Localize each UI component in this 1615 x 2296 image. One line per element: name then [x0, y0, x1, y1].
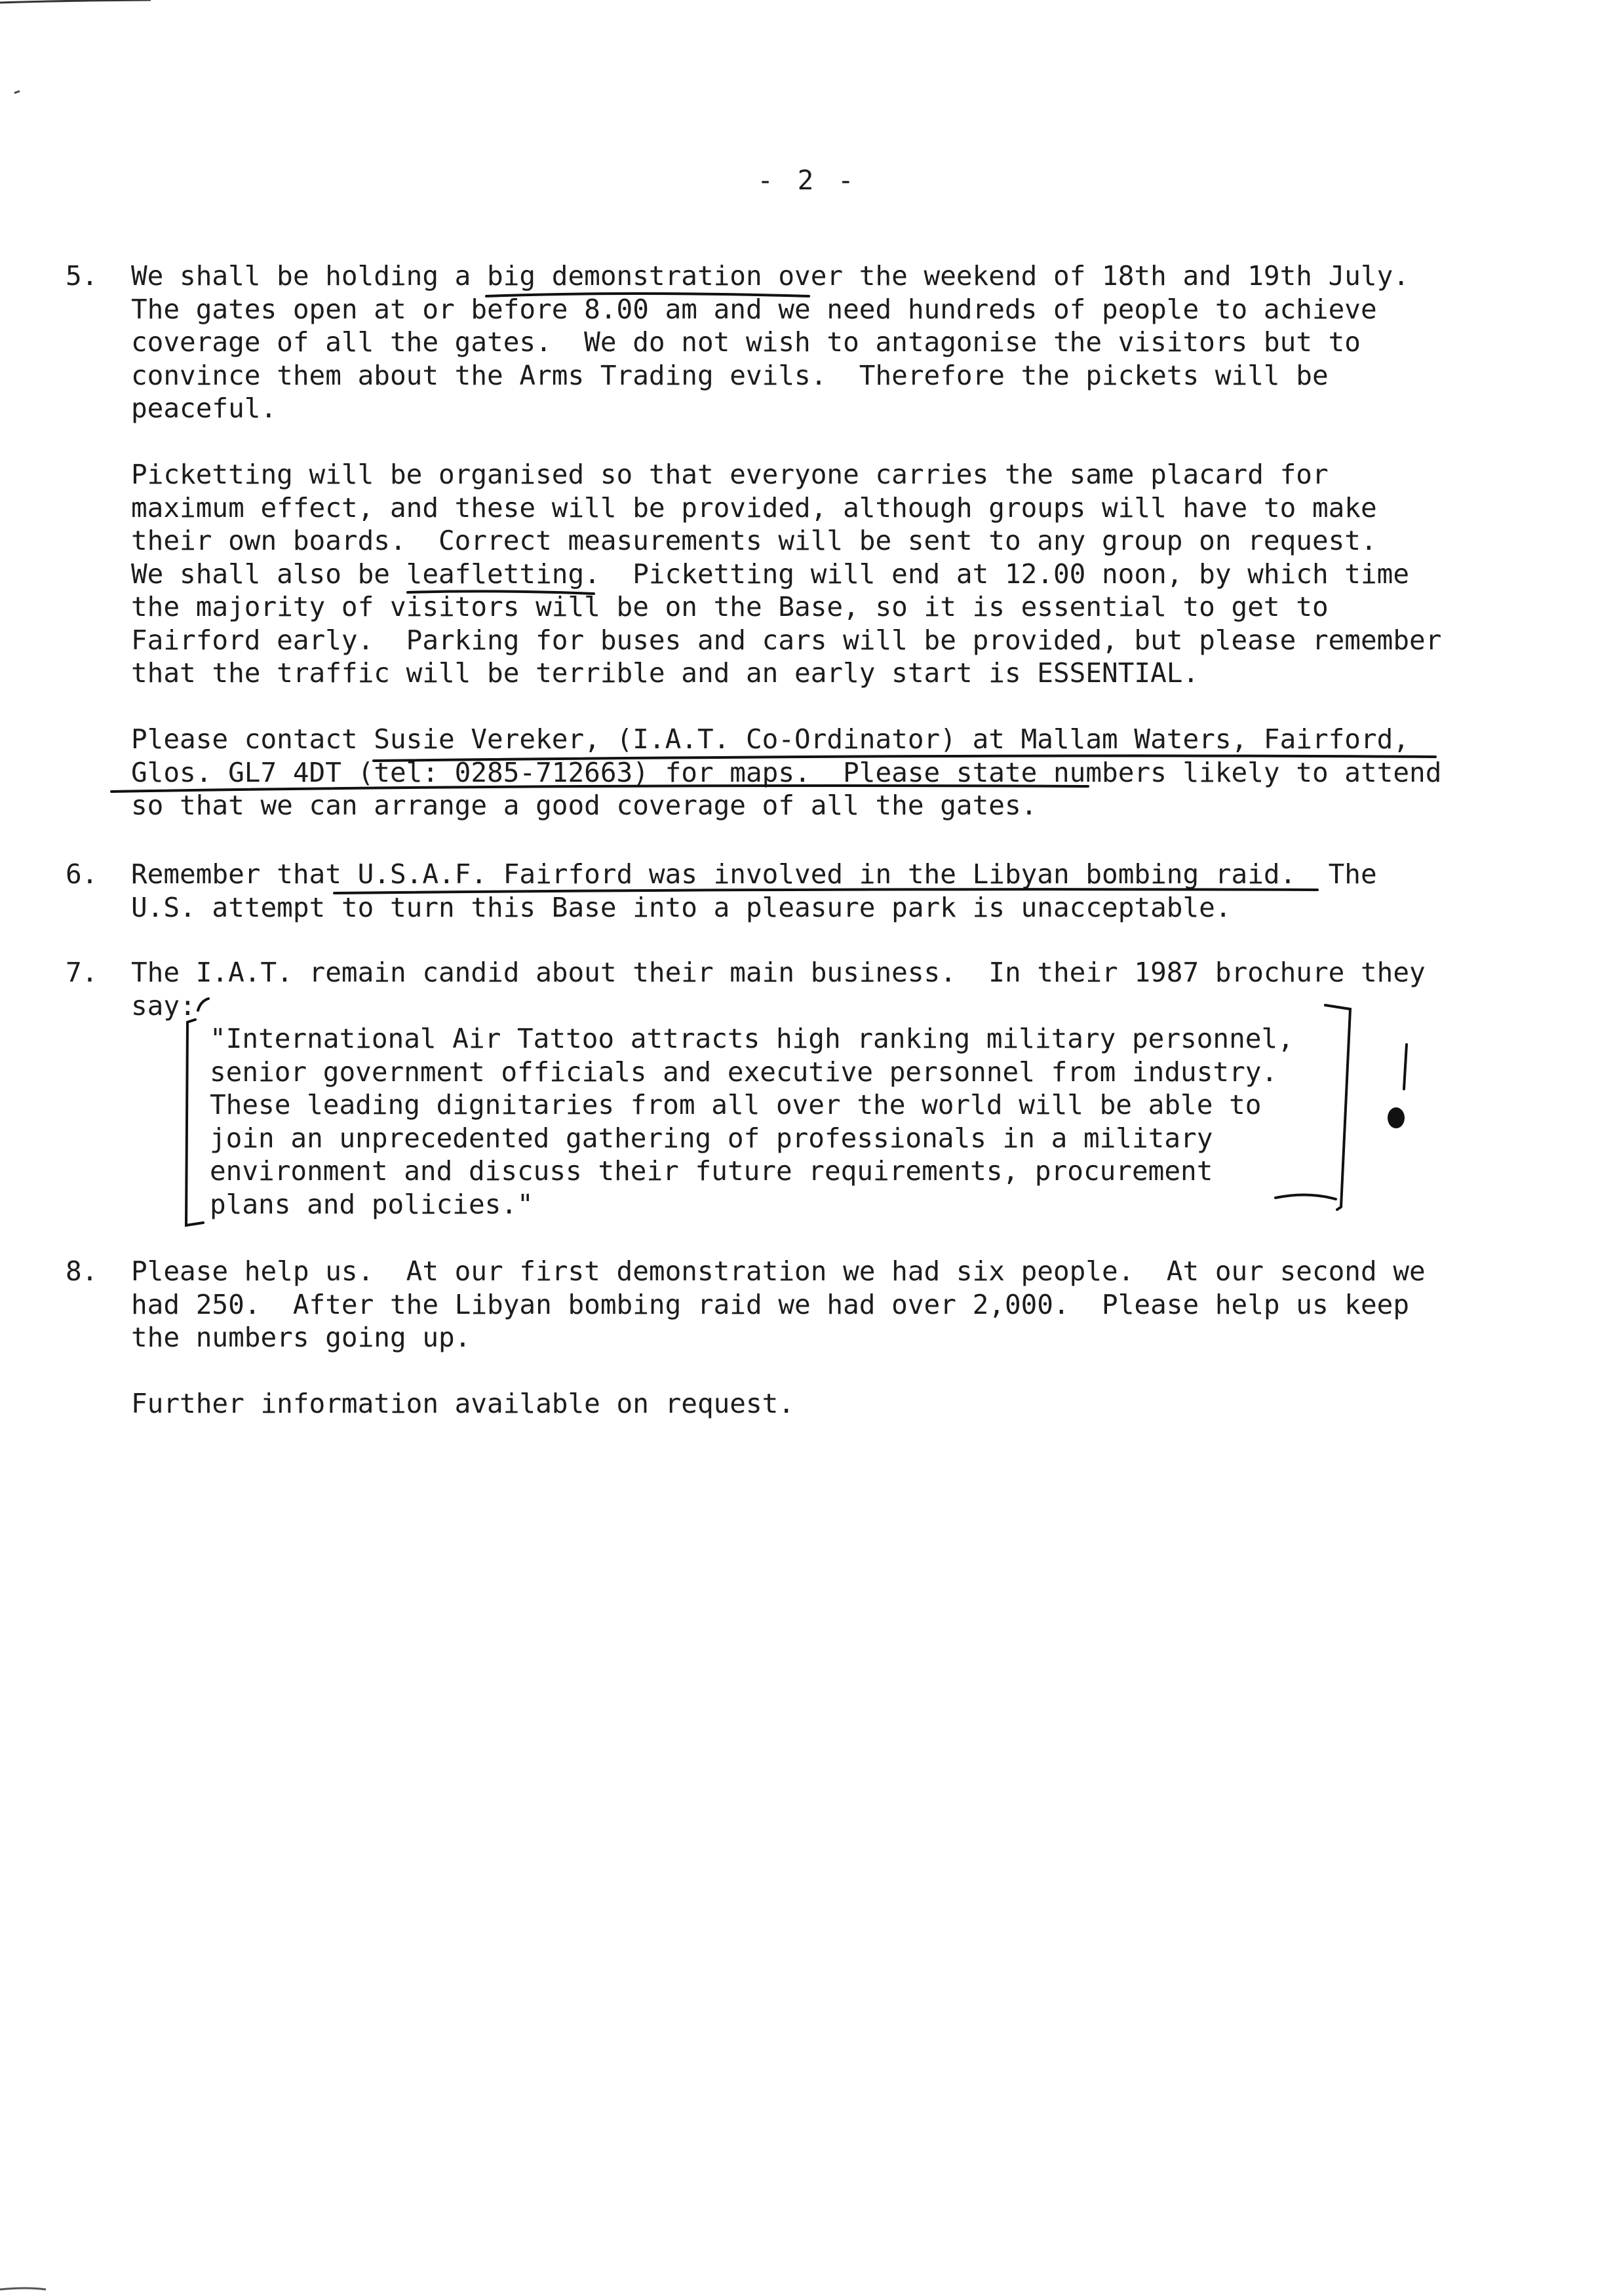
underline-libyan-raid	[334, 889, 1317, 893]
closing-line: Further information available on request.	[131, 1388, 795, 1419]
text-line: Picketting will be organised so that everyone carries the same placard for	[131, 459, 1329, 490]
underline-contact-line	[374, 756, 1435, 761]
text-line: peaceful.	[131, 392, 277, 424]
text-line: the numbers going up.	[131, 1322, 471, 1353]
bracket-open-mark	[198, 999, 208, 1010]
text-line: so that we can arrange a good coverage of all the gates.	[131, 790, 1038, 821]
corner-speck	[14, 91, 20, 93]
text-line: Please contact Susie Vereker, (I.A.T. Co-Ordinator) at Mallam Waters, Fairford,	[131, 723, 1410, 755]
quote-bracket-left	[186, 1020, 203, 1225]
margin-dot-mark	[1388, 1107, 1405, 1128]
quote-line: environment and discuss their future requirements, procurement	[210, 1155, 1213, 1187]
text-line: The gates open at or before 8.00 am and we need hundreds of people to achieve	[131, 293, 1377, 325]
text-line: The I.A.T. remain candid about their main business. In their 1987 brochure they	[131, 957, 1426, 988]
item-number: 5.	[66, 260, 98, 292]
underline-leafletting	[408, 591, 594, 594]
item-number: 6.	[66, 858, 98, 890]
text-line: U.S. attempt to turn this Base into a pleasure park is unacceptable.	[131, 891, 1232, 923]
text-line: say:	[131, 989, 196, 1022]
text-line: had 250. After the Libyan bombing raid we had over 2,000. Please help us keep	[131, 1288, 1410, 1320]
item-number: 8.	[66, 1255, 98, 1287]
quote-line: These leading dignitaries from all over the world will be able to	[210, 1089, 1262, 1120]
text-line: coverage of all the gates. We do not wish to antagonise the visitors but to	[131, 326, 1361, 358]
text-line: Glos. GL7 4DT (tel: 0285-712663) for maps. Please state numbers likely to attend	[131, 756, 1442, 788]
text-line: their own boards. Correct measurements will be sent to any group on request.	[131, 525, 1377, 556]
page-number: - 2 -	[757, 164, 858, 196]
underline-address-line	[111, 786, 1088, 792]
underline-big-demonstration	[486, 294, 809, 296]
bottom-left-scan-edge	[0, 2288, 46, 2289]
quote-line: "International Air Tattoo attracts high ranking military personnel,	[210, 1023, 1294, 1054]
quote-tick-line	[1275, 1195, 1336, 1199]
text-line: convince them about the Arms Trading evils. Therefore the pickets will be	[131, 359, 1329, 391]
text-line: that the traffic will be terrible and an early start is ESSENTIAL.	[131, 657, 1199, 689]
margin-stroke	[1404, 1044, 1407, 1089]
top-left-scan-edge	[0, 0, 151, 3]
item-number: 7.	[66, 957, 98, 988]
quote-line: join an unprecedented gathering of professionals in a military	[210, 1122, 1213, 1154]
quote-line: senior government officials and executive personnel from industry.	[210, 1056, 1278, 1088]
text-line: Please help us. At our first demonstration we had six people. At our second we	[131, 1255, 1426, 1287]
quote-line: plans and policies."	[210, 1188, 534, 1220]
text-line: the majority of visitors will be on the Base, so it is essential to get to	[131, 591, 1329, 622]
text-line: Fairford early. Parking for buses and cars will be provided, but please remember	[131, 624, 1442, 656]
text-line: We shall also be leafletting. Picketting will end at 12.00 noon, by which time	[131, 558, 1410, 590]
quote-bracket-right	[1325, 1005, 1350, 1210]
text-line: Remember that U.S.A.F. Fairford was involved in the Libyan bombing raid. The	[131, 858, 1377, 890]
text-line: maximum effect, and these will be provided, although groups will have to make	[131, 491, 1377, 524]
text-line: We shall be holding a big demonstration over the weekend of 18th and 19th July.	[131, 260, 1410, 292]
